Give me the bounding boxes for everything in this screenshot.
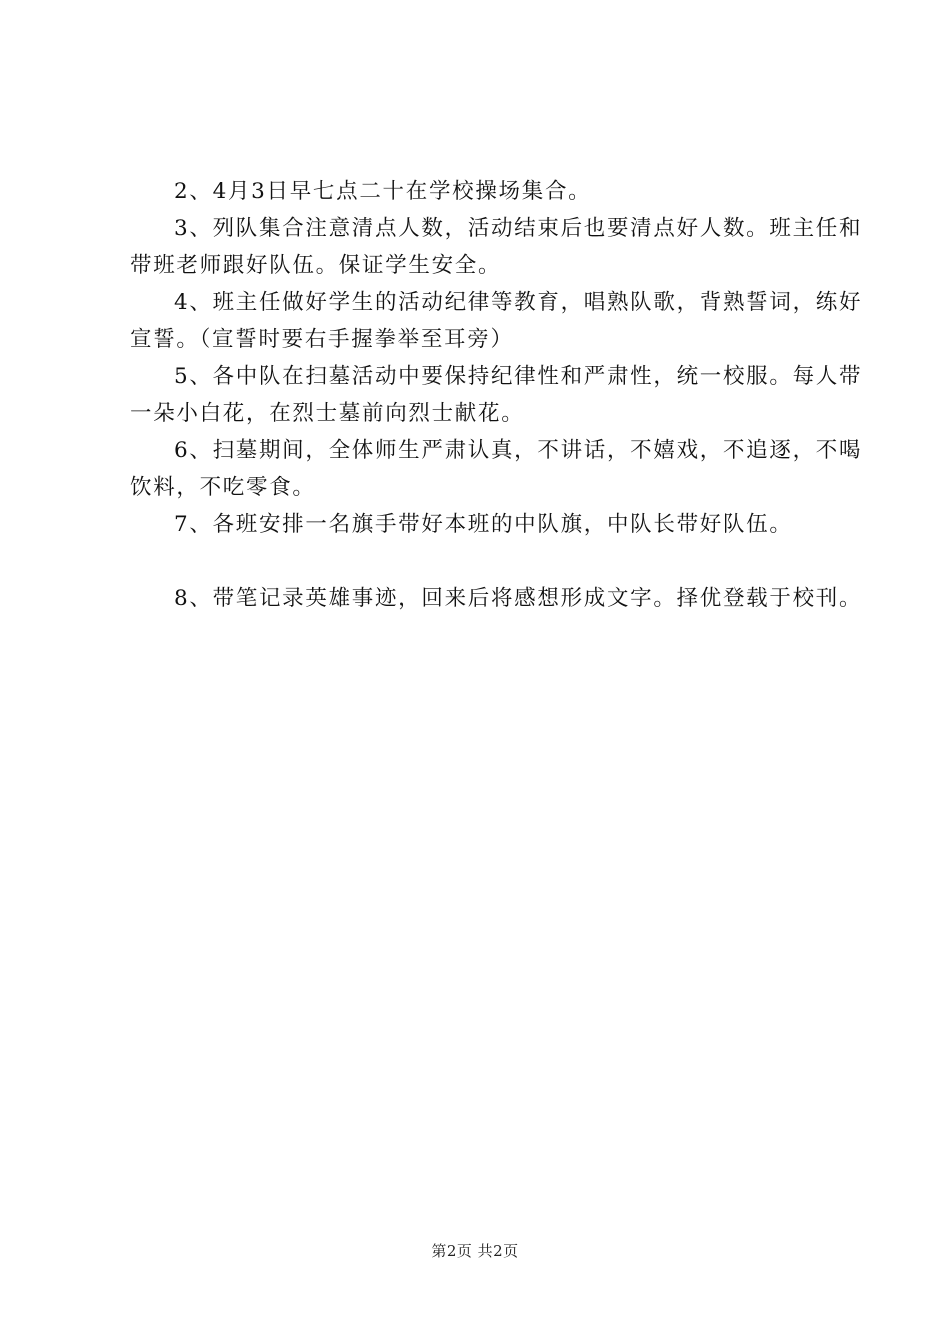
paragraph-item-5: 5、各中队在扫墓活动中要保持纪律性和严肃性，统一校服。每人带一朵小白花，在烈士墓前向烈士献花。 xyxy=(130,364,863,426)
paragraph-item-6: 6、扫墓期间，全体师生严肃认真，不讲话，不嬉戏，不追逐，不喝饮料，不吃零食。 xyxy=(130,438,863,500)
paragraph-item-3: 3、列队集合注意清点人数，活动结束后也要清点好人数。班主任和带班老师跟好队伍。保证学生安全。 xyxy=(130,216,863,278)
paragraph-item-2: 2、4月3日早七点二十在学校操场集合。 xyxy=(174,179,592,204)
page-number-footer: 第2页 共2页 xyxy=(431,1242,519,1260)
paragraph-item-7: 7、各班安排一名旗手带好本班的中队旗，中队长带好队伍。 xyxy=(174,512,793,537)
paragraph-item-8: 8、带笔记录英雄事迹，回来后将感想形成文字。择优登载于校刊。 xyxy=(174,586,863,611)
document-body xyxy=(130,173,865,617)
paragraph-item-4: 4、班主任做好学生的活动纪律等教育，唱熟队歌，背熟誓词，练好宣誓。（宣誓时要右手握拳举至耳旁） xyxy=(130,290,863,352)
